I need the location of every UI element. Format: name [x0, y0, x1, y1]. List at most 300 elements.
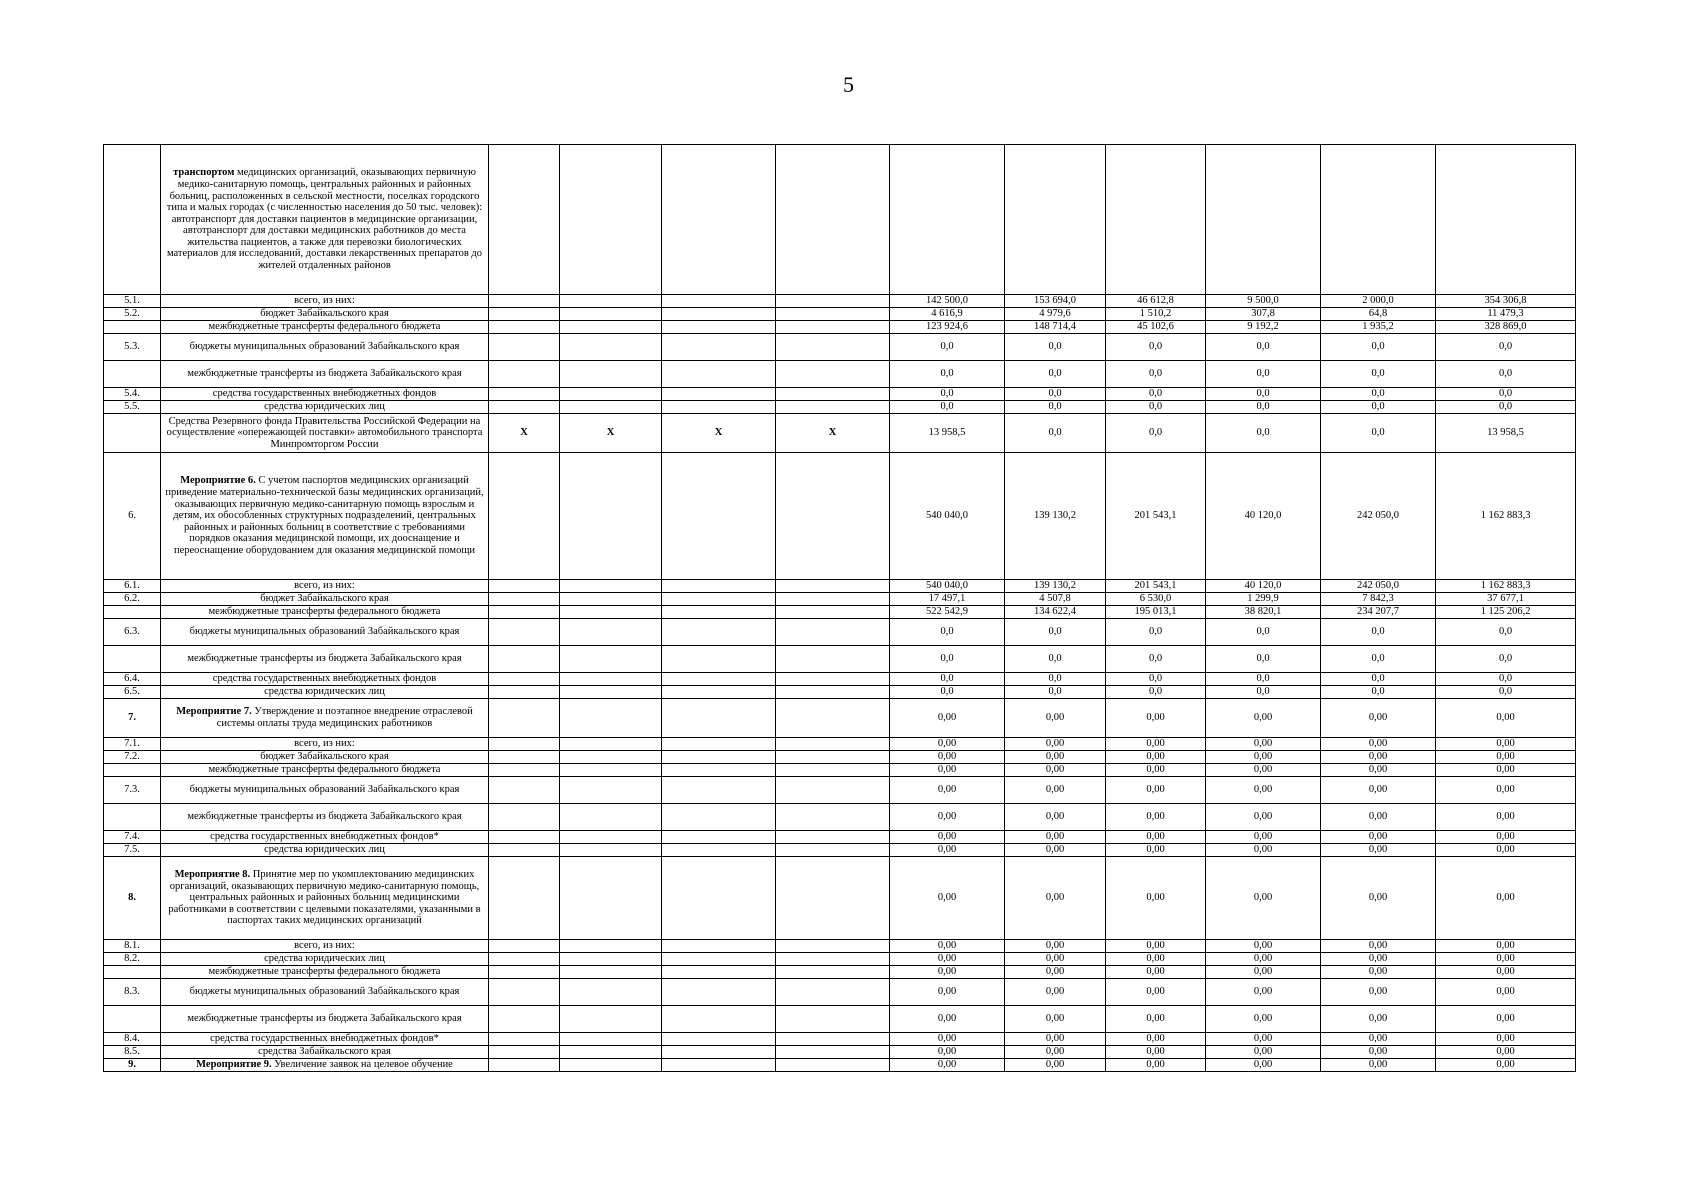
- value-cell: 0,0: [1206, 686, 1321, 699]
- value-cell: 0,0: [1005, 401, 1106, 414]
- total-value-cell: 0,0: [1436, 686, 1576, 699]
- row-description: [161, 1033, 489, 1046]
- mark-cell: [776, 831, 890, 844]
- value-cell: 0,00: [1005, 1033, 1106, 1046]
- mark-cell: [560, 966, 662, 979]
- total-value-cell: 328 869,0: [1436, 321, 1576, 334]
- row-number: 6.2.: [104, 593, 161, 606]
- mark-cell: [560, 401, 662, 414]
- value-cell: 0,0: [1106, 619, 1206, 646]
- value-cell: [890, 145, 1005, 295]
- row-description: [161, 1006, 489, 1033]
- mark-cell: [662, 831, 776, 844]
- mark-cell: [489, 453, 560, 580]
- row-description: [161, 1059, 489, 1072]
- row-description: [161, 580, 489, 593]
- value-cell: 0,00: [1005, 831, 1106, 844]
- table-row: [104, 673, 1576, 686]
- mark-cell: [662, 1033, 776, 1046]
- value-cell: [1206, 145, 1321, 295]
- value-cell: 0,00: [1321, 699, 1436, 738]
- table-row: [104, 145, 1576, 295]
- description-text: бюджеты муниципальных образований Забайкальского края: [189, 626, 460, 638]
- description-text: средства юридических лиц: [264, 953, 385, 965]
- mark-cell: [662, 764, 776, 777]
- value-cell: 0,00: [1321, 1033, 1436, 1046]
- value-cell: 0,00: [1106, 751, 1206, 764]
- mark-cell: [776, 580, 890, 593]
- row-description: [161, 453, 489, 580]
- mark-cell: [560, 699, 662, 738]
- description-text: Принятие мер по укомплектованию медицинских организаций, оказывающих первичную медико-санитарную помощь, центральных районных и районных больниц медицинскими работниками в соответствии с целевыми показателями, указанными в паспортах таких медицинских организаций: [168, 869, 481, 927]
- mark-cell: [776, 308, 890, 321]
- table-row: [104, 777, 1576, 804]
- total-value-cell: 0,0: [1436, 361, 1576, 388]
- mark-cell: X: [662, 414, 776, 453]
- mark-cell: [776, 979, 890, 1006]
- description-text: межбюджетные трансферты федерального бюджета: [208, 606, 441, 618]
- value-cell: [1005, 145, 1106, 295]
- value-cell: 0,00: [1206, 1059, 1321, 1072]
- value-cell: 0,0: [1106, 361, 1206, 388]
- mark-cell: [489, 751, 560, 764]
- mark-cell: [560, 580, 662, 593]
- value-cell: 0,0: [1321, 619, 1436, 646]
- description-text: Средства Резервного фонда Правительства Российской Федерации на осуществление «опережающей поставки» автомобильного транспорта Минпромторгом России: [166, 415, 483, 450]
- mark-cell: [662, 953, 776, 966]
- value-cell: 0,0: [1106, 414, 1206, 453]
- value-cell: 0,00: [890, 738, 1005, 751]
- value-cell: 0,00: [1005, 1059, 1106, 1072]
- value-cell: 201 543,1: [1106, 453, 1206, 580]
- row-number: 7.1.: [104, 738, 161, 751]
- mark-cell: [662, 699, 776, 738]
- table-row: [104, 401, 1576, 414]
- value-cell: 45 102,6: [1106, 321, 1206, 334]
- value-cell: 9 500,0: [1206, 295, 1321, 308]
- value-cell: 4 507,8: [1005, 593, 1106, 606]
- mark-cell: [776, 334, 890, 361]
- mark-cell: [560, 334, 662, 361]
- row-number: 5.3.: [104, 334, 161, 361]
- row-number: 7.2.: [104, 751, 161, 764]
- total-value-cell: 13 958,5: [1436, 414, 1576, 453]
- mark-cell: [489, 580, 560, 593]
- value-cell: 0,0: [1206, 361, 1321, 388]
- value-cell: 0,00: [1106, 966, 1206, 979]
- value-cell: 0,00: [1206, 1046, 1321, 1059]
- table-row: [104, 979, 1576, 1006]
- mark-cell: [662, 673, 776, 686]
- table-row: [104, 321, 1576, 334]
- mark-cell: [489, 593, 560, 606]
- total-value-cell: 0,00: [1436, 844, 1576, 857]
- table-row: [104, 580, 1576, 593]
- table-row: [104, 414, 1576, 453]
- value-cell: 0,0: [1106, 334, 1206, 361]
- row-number: 5.2.: [104, 308, 161, 321]
- mark-cell: [662, 804, 776, 831]
- mark-cell: X: [776, 414, 890, 453]
- value-cell: 0,00: [1206, 1033, 1321, 1046]
- mark-cell: [776, 738, 890, 751]
- mark-cell: X: [489, 414, 560, 453]
- value-cell: 307,8: [1206, 308, 1321, 321]
- table-row: [104, 646, 1576, 673]
- total-value-cell: 0,0: [1436, 388, 1576, 401]
- value-cell: 522 542,9: [890, 606, 1005, 619]
- mark-cell: [662, 321, 776, 334]
- mark-cell: [776, 295, 890, 308]
- table-row: [104, 738, 1576, 751]
- total-value-cell: 1 125 206,2: [1436, 606, 1576, 619]
- row-description: [161, 804, 489, 831]
- budget-body: [104, 145, 1576, 1072]
- row-number: [104, 606, 161, 619]
- value-cell: 0,0: [1321, 361, 1436, 388]
- value-cell: 0,00: [1206, 764, 1321, 777]
- total-value-cell: 0,00: [1436, 979, 1576, 1006]
- row-number: 9.: [104, 1059, 161, 1072]
- mark-cell: [489, 1059, 560, 1072]
- value-cell: 46 612,8: [1106, 295, 1206, 308]
- value-cell: 0,0: [1206, 334, 1321, 361]
- row-description: [161, 646, 489, 673]
- mark-cell: [560, 1059, 662, 1072]
- value-cell: 540 040,0: [890, 453, 1005, 580]
- table-row: [104, 606, 1576, 619]
- value-cell: 38 820,1: [1206, 606, 1321, 619]
- mark-cell: [489, 953, 560, 966]
- table-row: [104, 686, 1576, 699]
- value-cell: 0,00: [1206, 966, 1321, 979]
- measure-title: Мероприятие 9.: [196, 1059, 272, 1071]
- value-cell: 0,00: [1106, 1059, 1206, 1072]
- value-cell: 0,00: [1321, 966, 1436, 979]
- mark-cell: [662, 844, 776, 857]
- description-text: средства государственных внебюджетных фондов: [212, 388, 437, 400]
- page-number: 5: [843, 72, 854, 97]
- value-cell: 7 842,3: [1321, 593, 1436, 606]
- value-cell: 0,0: [1321, 646, 1436, 673]
- mark-cell: [560, 764, 662, 777]
- row-description: [161, 334, 489, 361]
- value-cell: 0,00: [1106, 777, 1206, 804]
- mark-cell: [662, 295, 776, 308]
- value-cell: 0,0: [1206, 619, 1321, 646]
- value-cell: 0,00: [890, 751, 1005, 764]
- value-cell: 0,00: [890, 764, 1005, 777]
- mark-cell: [560, 1033, 662, 1046]
- total-value-cell: 0,00: [1436, 1046, 1576, 1059]
- value-cell: 0,00: [1005, 738, 1106, 751]
- mark-cell: [662, 388, 776, 401]
- total-value-cell: 11 479,3: [1436, 308, 1576, 321]
- description-text: средства Забайкальского края: [258, 1046, 391, 1058]
- total-value-cell: 0,00: [1436, 751, 1576, 764]
- row-number: [104, 321, 161, 334]
- mark-cell: [776, 844, 890, 857]
- value-cell: 0,00: [1321, 979, 1436, 1006]
- value-cell: 0,00: [1321, 751, 1436, 764]
- value-cell: 0,00: [1206, 1006, 1321, 1033]
- mark-cell: [776, 453, 890, 580]
- mark-cell: [776, 686, 890, 699]
- measure-title: Мероприятие 8.: [174, 869, 251, 881]
- mark-cell: [489, 308, 560, 321]
- row-number: [104, 966, 161, 979]
- value-cell: 0,00: [1321, 1046, 1436, 1059]
- mark-cell: [489, 321, 560, 334]
- mark-cell: [776, 777, 890, 804]
- value-cell: 0,00: [1106, 764, 1206, 777]
- row-number: 8.4.: [104, 1033, 161, 1046]
- mark-cell: [776, 388, 890, 401]
- row-description: [161, 953, 489, 966]
- description-text: межбюджетные трансферты из бюджета Забайкальского края: [187, 1013, 462, 1025]
- row-number: 7.5.: [104, 844, 161, 857]
- mark-cell: [489, 619, 560, 646]
- mark-cell: [489, 738, 560, 751]
- value-cell: 0,00: [890, 1006, 1005, 1033]
- total-value-cell: 0,00: [1436, 831, 1576, 844]
- row-number: 8.1.: [104, 940, 161, 953]
- mark-cell: [489, 804, 560, 831]
- value-cell: 0,00: [1106, 953, 1206, 966]
- value-cell: 0,00: [1106, 831, 1206, 844]
- value-cell: 0,00: [1005, 751, 1106, 764]
- row-description: [161, 738, 489, 751]
- description-text: медицинских организаций, оказывающих первичную медико-санитарную помощь, центральных районных и районных больниц, расположенных в сельской местности, поселках городского типа и малых городах (с численностью населения до 50 тыс. человек): автотранспорт для доставки пациентов в медицинские организации, автотранспорт для доставки медицинских работников до места жительства пациентов, а также для перевозки биологических материалов для исследований, доставки лекарственных препаратов до жителей отдаленных районов: [166, 167, 483, 272]
- mark-cell: [662, 361, 776, 388]
- row-description: [161, 295, 489, 308]
- value-cell: 0,00: [1321, 1059, 1436, 1072]
- mark-cell: [662, 580, 776, 593]
- mark-cell: [776, 606, 890, 619]
- total-value-cell: 37 677,1: [1436, 593, 1576, 606]
- mark-cell: [776, 857, 890, 940]
- mark-cell: [776, 953, 890, 966]
- value-cell: 0,00: [890, 953, 1005, 966]
- value-cell: 0,00: [890, 979, 1005, 1006]
- value-cell: 0,00: [1005, 1046, 1106, 1059]
- description-text: бюджет Забайкальского края: [260, 308, 389, 320]
- mark-cell: [776, 764, 890, 777]
- row-description: [161, 1046, 489, 1059]
- total-value-cell: 1 162 883,3: [1436, 580, 1576, 593]
- value-cell: 0,00: [890, 966, 1005, 979]
- value-cell: 0,00: [1206, 844, 1321, 857]
- value-cell: 0,0: [1206, 646, 1321, 673]
- mark-cell: [560, 321, 662, 334]
- mark-cell: [662, 686, 776, 699]
- row-number: 8.2.: [104, 953, 161, 966]
- value-cell: 0,00: [1106, 1006, 1206, 1033]
- value-cell: 0,00: [1005, 804, 1106, 831]
- mark-cell: X: [560, 414, 662, 453]
- description-text: межбюджетные трансферты из бюджета Забайкальского края: [187, 653, 462, 665]
- mark-cell: [489, 1046, 560, 1059]
- value-cell: 0,00: [1106, 738, 1206, 751]
- value-cell: 0,00: [1106, 1033, 1206, 1046]
- total-value-cell: 0,00: [1436, 1033, 1576, 1046]
- description-text: средства государственных внебюджетных фондов: [212, 673, 437, 685]
- table-row: [104, 593, 1576, 606]
- value-cell: 0,00: [1206, 857, 1321, 940]
- table-row: [104, 453, 1576, 580]
- value-cell: 142 500,0: [890, 295, 1005, 308]
- row-description: [161, 751, 489, 764]
- mark-cell: [489, 145, 560, 295]
- row-number: [104, 1006, 161, 1033]
- total-value-cell: 354 306,8: [1436, 295, 1576, 308]
- mark-cell: [662, 619, 776, 646]
- value-cell: 0,00: [1106, 699, 1206, 738]
- mark-cell: [489, 764, 560, 777]
- value-cell: 0,00: [1005, 979, 1106, 1006]
- table-row: [104, 844, 1576, 857]
- measure-title: Мероприятие 7.: [176, 706, 252, 718]
- total-value-cell: 0,00: [1436, 777, 1576, 804]
- description-text: средства юридических лиц: [264, 844, 385, 856]
- value-cell: 0,0: [1321, 686, 1436, 699]
- mark-cell: [489, 646, 560, 673]
- value-cell: 0,00: [1005, 857, 1106, 940]
- value-cell: 0,00: [1206, 953, 1321, 966]
- table-row: [104, 1006, 1576, 1033]
- description-text: средства государственных внебюджетных фондов*: [210, 831, 439, 843]
- row-number: 5.4.: [104, 388, 161, 401]
- mark-cell: [489, 295, 560, 308]
- mark-cell: [662, 593, 776, 606]
- table-row: [104, 334, 1576, 361]
- mark-cell: [560, 308, 662, 321]
- value-cell: 148 714,4: [1005, 321, 1106, 334]
- value-cell: 0,00: [1321, 857, 1436, 940]
- value-cell: 0,00: [1005, 844, 1106, 857]
- table-row: [104, 308, 1576, 321]
- description-text: Увеличение заявок на целевое обучение: [271, 1059, 453, 1071]
- value-cell: 0,00: [890, 777, 1005, 804]
- table-row: [104, 699, 1576, 738]
- mark-cell: [489, 857, 560, 940]
- value-cell: 0,0: [1321, 401, 1436, 414]
- mark-cell: [662, 777, 776, 804]
- value-cell: 0,0: [1005, 673, 1106, 686]
- value-cell: 0,00: [890, 699, 1005, 738]
- value-cell: 0,00: [1321, 777, 1436, 804]
- mark-cell: [560, 593, 662, 606]
- value-cell: 0,00: [1321, 804, 1436, 831]
- value-cell: 0,0: [890, 334, 1005, 361]
- row-description: [161, 777, 489, 804]
- value-cell: 0,0: [890, 619, 1005, 646]
- row-description: [161, 764, 489, 777]
- row-number: 7.: [104, 699, 161, 738]
- value-cell: [1106, 145, 1206, 295]
- description-text: межбюджетные трансферты федерального бюджета: [208, 764, 441, 776]
- mark-cell: [489, 673, 560, 686]
- mark-cell: [560, 804, 662, 831]
- value-cell: 0,0: [890, 673, 1005, 686]
- value-cell: 0,0: [1206, 401, 1321, 414]
- table-row: [104, 764, 1576, 777]
- mark-cell: [560, 1006, 662, 1033]
- mark-cell: [560, 940, 662, 953]
- value-cell: 0,0: [1206, 388, 1321, 401]
- mark-cell: [560, 686, 662, 699]
- row-number: [104, 646, 161, 673]
- value-cell: 0,0: [1005, 388, 1106, 401]
- value-cell: 123 924,6: [890, 321, 1005, 334]
- mark-cell: [560, 619, 662, 646]
- value-cell: [1321, 145, 1436, 295]
- mark-cell: [776, 673, 890, 686]
- value-cell: 6 530,0: [1106, 593, 1206, 606]
- row-number: 6.: [104, 453, 161, 580]
- mark-cell: [662, 145, 776, 295]
- value-cell: 0,00: [1005, 966, 1106, 979]
- value-cell: 0,00: [1005, 940, 1106, 953]
- mark-cell: [489, 831, 560, 844]
- value-cell: 201 543,1: [1106, 580, 1206, 593]
- row-number: 6.4.: [104, 673, 161, 686]
- mark-cell: [560, 831, 662, 844]
- description-text: средства государственных внебюджетных фондов*: [210, 1033, 439, 1045]
- mark-cell: [662, 334, 776, 361]
- value-cell: 0,00: [1106, 857, 1206, 940]
- row-description: [161, 401, 489, 414]
- mark-cell: [776, 966, 890, 979]
- description-text: всего, из них:: [294, 580, 355, 592]
- mark-cell: [662, 738, 776, 751]
- mark-cell: [489, 1033, 560, 1046]
- mark-cell: [560, 673, 662, 686]
- measure-title: транспортом: [173, 167, 235, 179]
- value-cell: 0,0: [1005, 619, 1106, 646]
- row-description: [161, 673, 489, 686]
- value-cell: 540 040,0: [890, 580, 1005, 593]
- mark-cell: [662, 401, 776, 414]
- value-cell: 0,00: [1206, 804, 1321, 831]
- mark-cell: [489, 844, 560, 857]
- value-cell: 0,0: [1005, 361, 1106, 388]
- value-cell: 0,0: [890, 388, 1005, 401]
- value-cell: 2 000,0: [1321, 295, 1436, 308]
- mark-cell: [560, 295, 662, 308]
- description-text: средства юридических лиц: [264, 401, 385, 413]
- total-value-cell: 0,00: [1436, 804, 1576, 831]
- mark-cell: [489, 1006, 560, 1033]
- description-text: Утверждение и поэтапное внедрение отраслевой системы оплаты труда медицинских работников: [216, 706, 473, 729]
- value-cell: 134 622,4: [1005, 606, 1106, 619]
- value-cell: 0,00: [1005, 1006, 1106, 1033]
- total-value-cell: 0,0: [1436, 401, 1576, 414]
- value-cell: 0,00: [890, 940, 1005, 953]
- value-cell: 0,00: [1106, 1046, 1206, 1059]
- value-cell: 0,00: [890, 1033, 1005, 1046]
- row-description: [161, 699, 489, 738]
- value-cell: 0,0: [1321, 414, 1436, 453]
- mark-cell: [776, 751, 890, 764]
- table-row: [104, 1046, 1576, 1059]
- mark-cell: [489, 334, 560, 361]
- row-description: [161, 321, 489, 334]
- total-value-cell: 0,00: [1436, 764, 1576, 777]
- mark-cell: [776, 646, 890, 673]
- mark-cell: [489, 979, 560, 1006]
- description-text: межбюджетные трансферты из бюджета Забайкальского края: [187, 811, 462, 823]
